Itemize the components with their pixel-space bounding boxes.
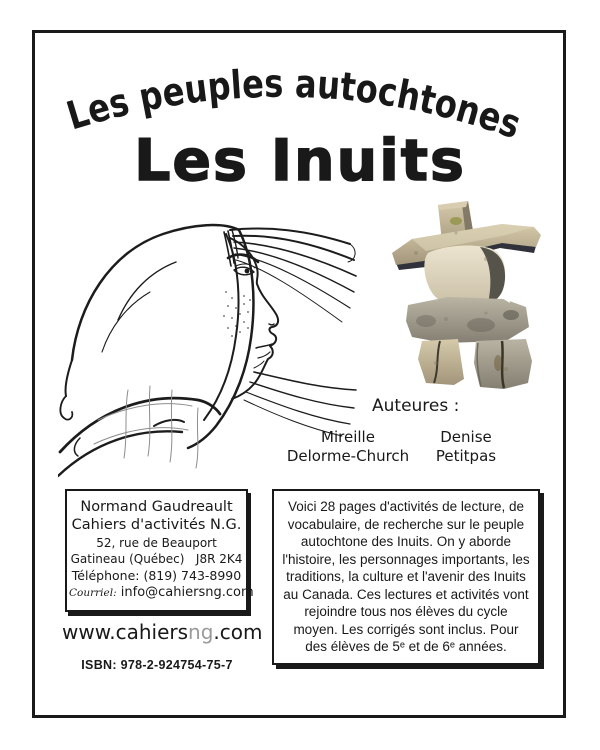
description-text: Voici 28 pages d'activités de lecture, de vocabulaire, de recherche sur le peuple autochtone des Inuits. On y aborde l'histoire, les personnages importants, les traditions, la culture et l'avenir des Inuits au Canada. Ces lectures et activités vont rejoindre tous nos élèves du cycle moyen. Les corrigés sont inclus. Pour des élèves de 5ᵉ et de 6ᵉ années. <box>282 499 530 654</box>
right-leg-stone <box>474 339 532 389</box>
author-1-last-name: Delorme-Church <box>286 447 410 465</box>
website-suffix: .com <box>213 620 263 644</box>
author-2 <box>416 428 516 466</box>
left-leg-stone <box>418 339 464 385</box>
publisher-company: Cahiers d'activités N.G. <box>71 517 242 533</box>
hair-strands <box>224 229 356 436</box>
authors-label: Auteures : <box>372 396 460 416</box>
publisher-email: info@cahiersng.com <box>120 585 254 600</box>
publisher-city-postal: Gatineau (Québec) J8R 2K4 <box>70 552 243 566</box>
inukshuk-photo <box>386 193 548 390</box>
website-url <box>62 620 263 644</box>
publisher-street: 52, rue de Beauport <box>96 536 217 550</box>
isbn: ISBN: 978-2-924754-75-7 <box>81 658 233 672</box>
author-1 <box>277 428 419 466</box>
author-2-first-name: Denise <box>440 428 492 446</box>
description-box <box>272 489 540 665</box>
email-label: Courriel: <box>69 587 117 599</box>
parka-hood <box>60 225 253 448</box>
author-1-first-name: Mireille <box>321 428 375 446</box>
body-stone <box>424 246 505 304</box>
hip-stone <box>406 293 529 343</box>
author-2-last-name: Petitpas <box>435 447 497 465</box>
website-ng-accent: ng <box>188 620 214 644</box>
publisher-phone: Téléphone: (819) 743-8990 <box>71 568 242 583</box>
main-title: Les Inuits <box>134 128 466 194</box>
parka-shoulders <box>58 398 220 476</box>
publisher-contact-name: Normand Gaudreault <box>80 499 233 515</box>
website-prefix: www.cahiers <box>62 620 189 644</box>
series-title: Les peuples autochtones <box>61 61 531 150</box>
publisher-contact-box <box>65 489 254 612</box>
publisher-email-line <box>69 584 254 602</box>
